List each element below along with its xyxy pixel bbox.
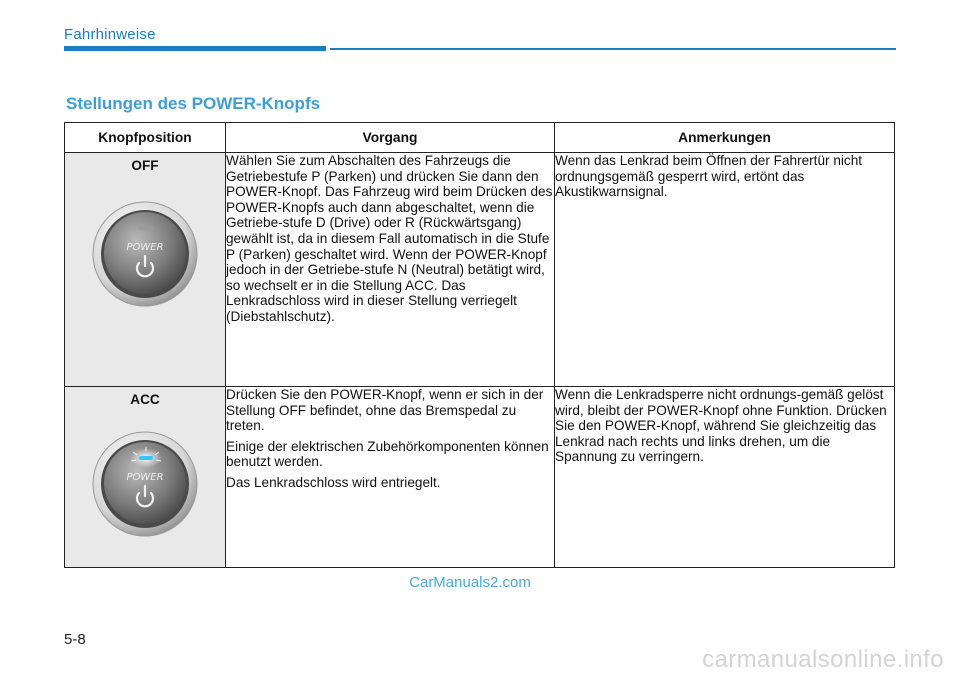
header-rule-thick <box>64 46 326 51</box>
position-label: ACC <box>130 392 160 407</box>
operation-text: Wählen Sie zum Abschalten des Fahrzeugs die Getriebestufe P (Parken) und drücken Sie dann den POWER-Knopf. Das Fahrzeug wird beim Drücken des POWER-Knopfs auch dann abgeschaltet, wenn die Getriebe-stufe D (Drive) oder R (Rückwärtsgang) gewählt ist, da in diesem Fall automatisch in die Stufe P (Parken) geschaltet wird. Wenn der POWER-Knopf jedoch in der Getriebe-stufe N (Neutral) betätigt wird, so wechselt er in die Stellung ACC. Das Lenkradschloss wird in dieser Stellung verriegelt (Diebstahlschutz). <box>226 153 553 324</box>
column-header-operation: Vorgang <box>226 123 555 153</box>
footer-watermark: carmanualsonline.info <box>702 646 944 673</box>
notes-cell-acc <box>555 387 895 568</box>
led-indicator <box>139 226 153 230</box>
power-label-text: POWER <box>126 241 164 253</box>
position-cell-off <box>65 153 226 387</box>
led-indicator-lit <box>139 456 153 460</box>
note-text: Wenn das Lenkrad beim Öffnen der Fahrertür nicht ordnungsgemäß gesperrt wird, ertönt das Akustikwarnsignal. <box>555 153 863 200</box>
power-label-text: POWER <box>126 471 164 483</box>
section-header: Fahrhinweise <box>64 26 156 43</box>
note-text: Wenn die Lenkradsperre nicht ordnungs-gemäß gelöst wird, bleibt der POWER-Knopf ohne Funktion. Drücken Sie den POWER-Knopf, während Sie gleichzeitig das Lenkrad nach rechts und links drehen, um die Spannung zu verringern. <box>555 387 887 465</box>
operation-cell-off <box>226 153 555 387</box>
power-button-table <box>64 122 895 568</box>
column-header-notes: Anmerkungen <box>555 123 895 153</box>
operation-text: Drücken Sie den POWER-Knopf, wenn er sich in der Stellung OFF befindet, ohne das Bremspedal zu treten. <box>226 387 544 434</box>
operation-text: Das Lenkradschloss wird entriegelt. <box>226 474 441 490</box>
table-header-row <box>65 123 895 153</box>
table-row-off <box>65 153 895 387</box>
header-rule-thin <box>330 48 896 50</box>
position-label: OFF <box>131 158 159 173</box>
power-button-acc-image <box>91 430 199 538</box>
position-cell-acc <box>65 387 226 568</box>
watermark-link[interactable]: CarManuals2.com <box>409 574 531 591</box>
page-number: 5-8 <box>64 631 86 648</box>
table-row-acc <box>65 387 895 568</box>
power-button-off-image <box>91 200 199 308</box>
page-title: Stellungen des POWER-Knopfs <box>66 94 321 113</box>
operation-cell-acc <box>226 387 555 568</box>
notes-cell-off <box>555 153 895 387</box>
operation-text: Einige der elektrischen Zubehörkomponenten können benutzt werden. <box>226 438 549 470</box>
column-header-position: Knopfposition <box>65 123 226 153</box>
